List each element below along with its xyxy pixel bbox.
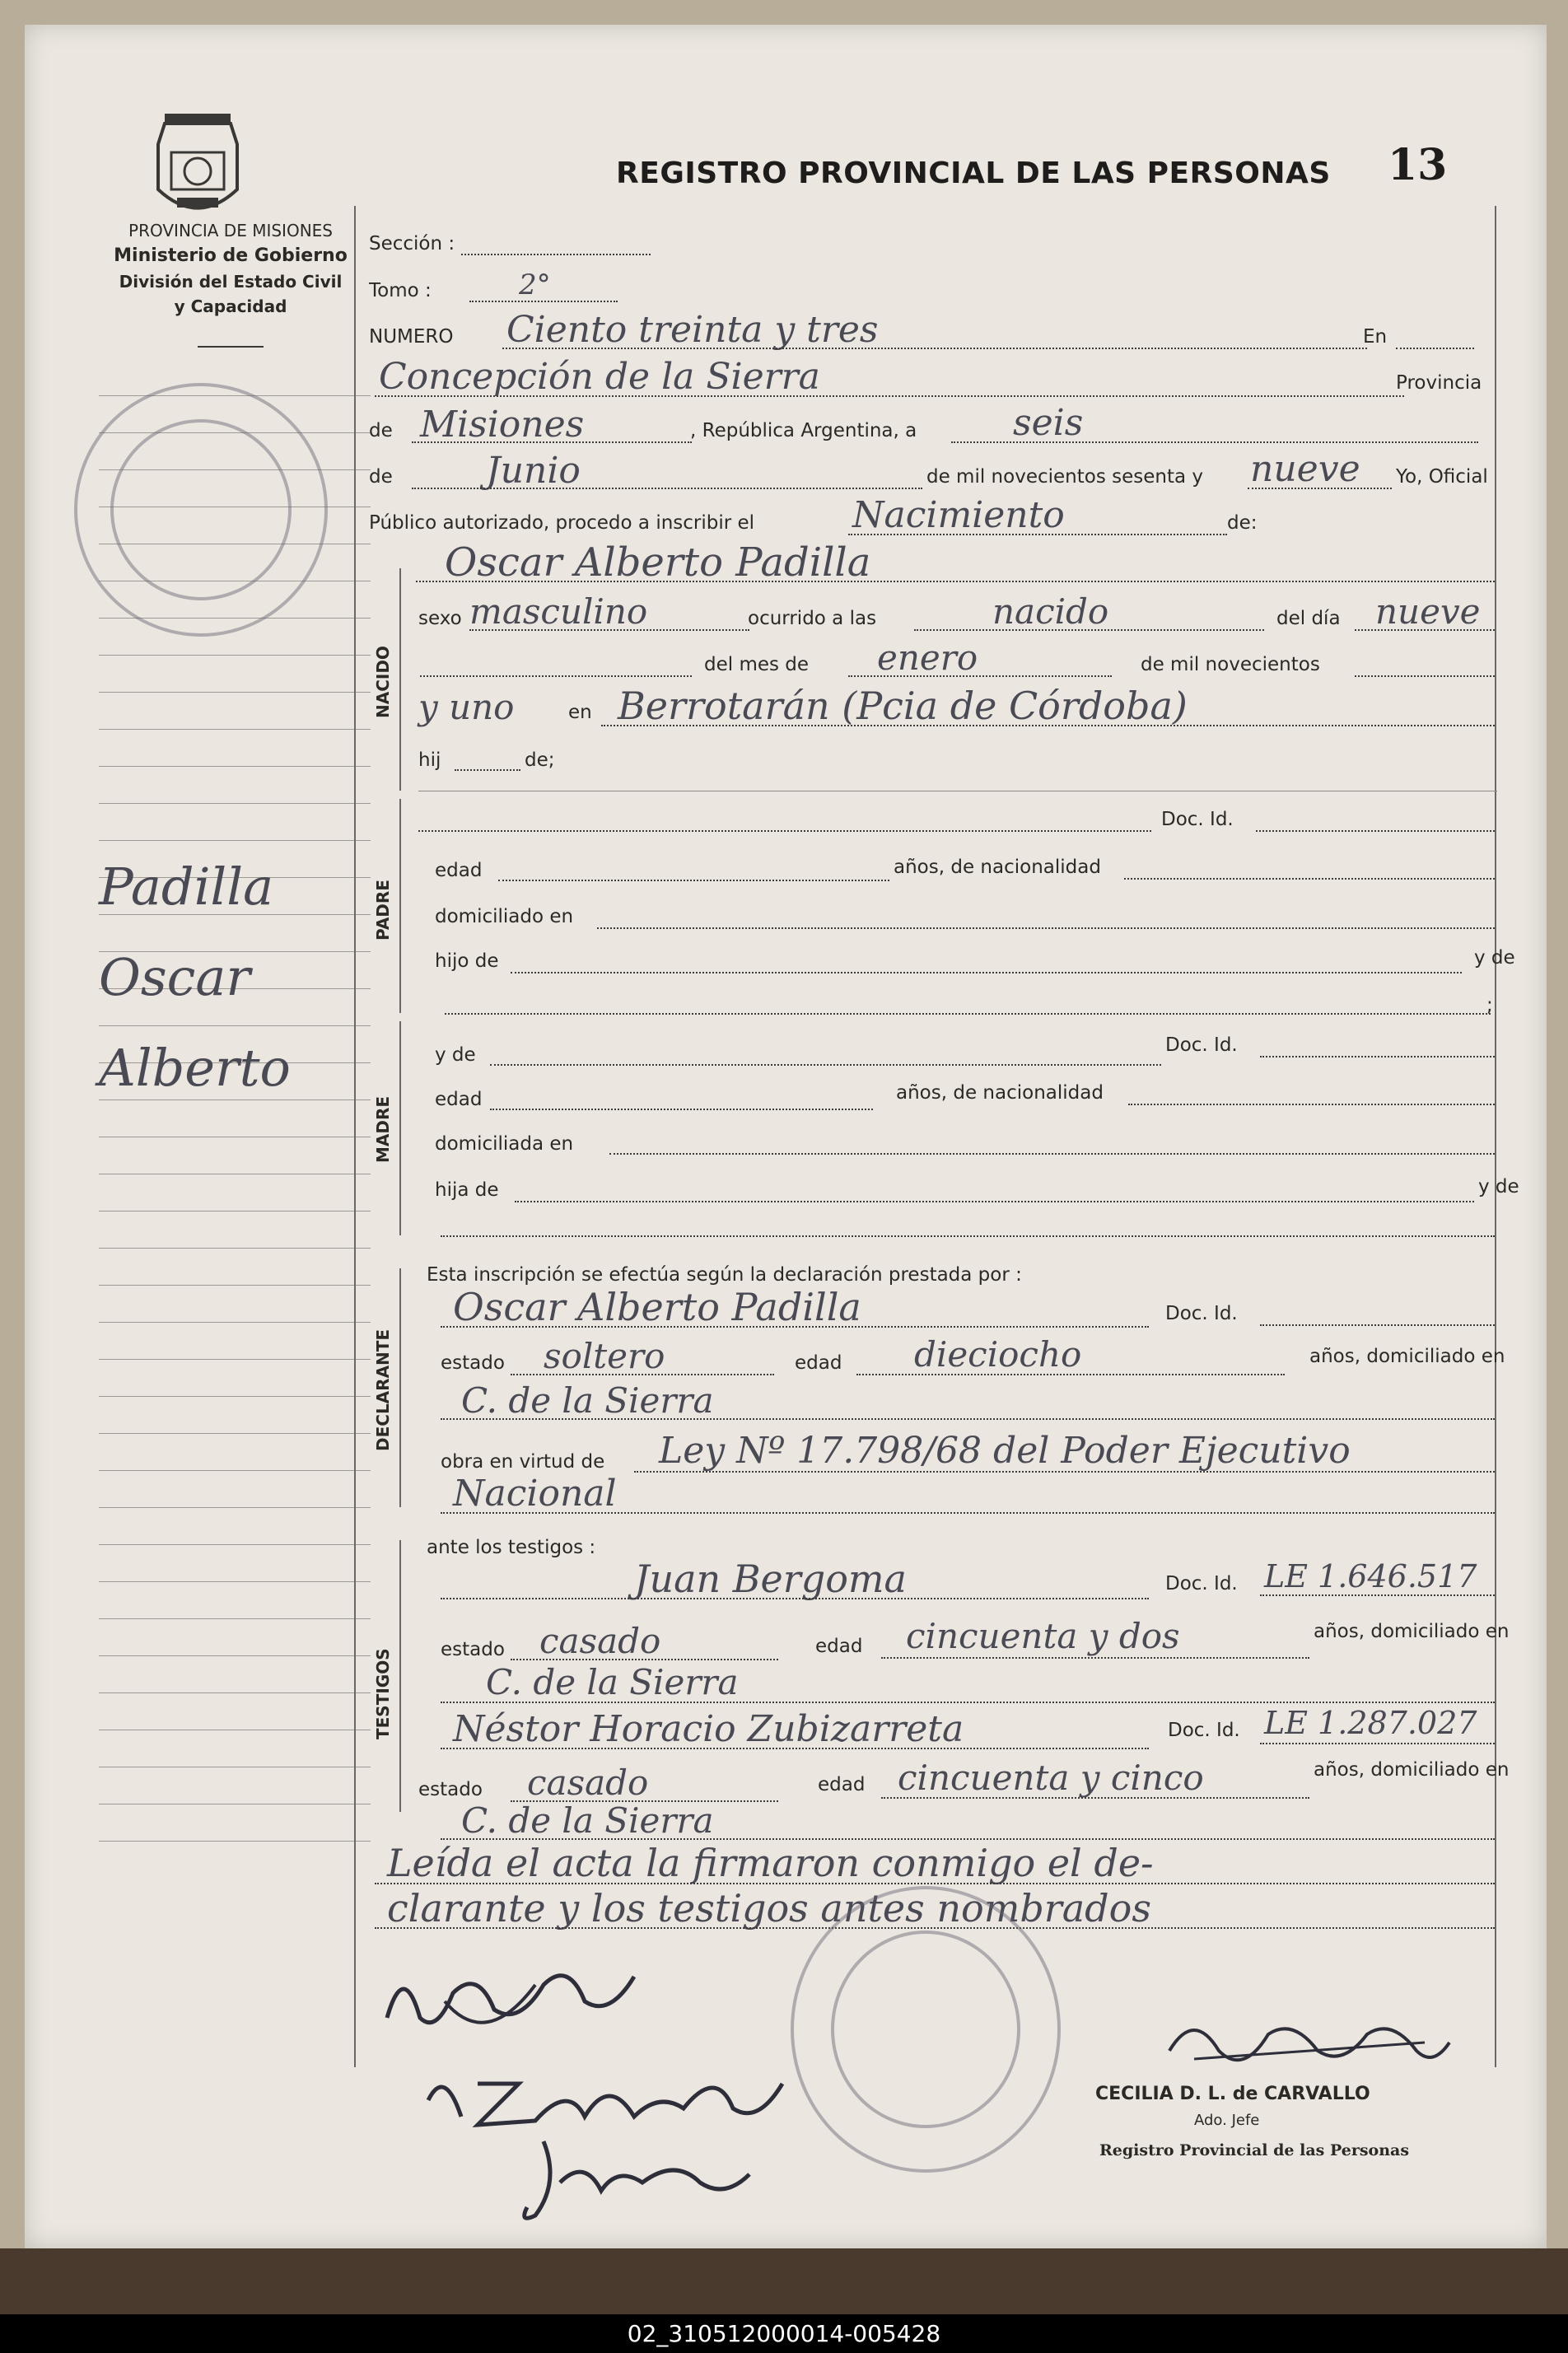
padre-y-de-label: y de (1474, 947, 1515, 969)
padre-edad-label: edad (435, 860, 483, 881)
declarante-domicilio-field (441, 1418, 1495, 1420)
t1-estado-label: estado (441, 1639, 505, 1660)
t2-edad-label: edad (818, 1774, 866, 1795)
t2-doc-label: Doc. Id. (1168, 1720, 1240, 1741)
padre-hijo-field[interactable] (511, 972, 1462, 973)
year-part-value[interactable]: y uno (418, 687, 515, 727)
madre-doc-field[interactable] (1260, 1056, 1495, 1057)
t2-name[interactable]: Néstor Horacio Zubizarreta (453, 1708, 964, 1750)
t1-doc-field (1260, 1594, 1495, 1596)
t1-domicilio[interactable]: C. de la Sierra (486, 1662, 739, 1702)
year-label: de mil novecientos sesenta y (926, 466, 1203, 488)
margin-firstname: Oscar (99, 947, 250, 1007)
mil-label: de mil novecientos (1141, 654, 1320, 675)
form-right-border (1495, 206, 1496, 2067)
padre-anos-label: años, de nacionalidad (894, 857, 1101, 878)
declarante-bracket (399, 1268, 401, 1507)
margin-middlename: Alberto (99, 1038, 291, 1098)
act-field (848, 534, 1227, 535)
t2-name-field (441, 1748, 1149, 1749)
book-bottom-band (0, 2248, 1568, 2314)
official-role: Ado. Jefe (1194, 2112, 1260, 2129)
t2-doc-field (1260, 1743, 1495, 1744)
ocurrido-value[interactable]: nacido (992, 591, 1109, 632)
en-lugar-label: en (568, 702, 592, 723)
sexo-field (469, 629, 749, 631)
de-label: de (369, 420, 393, 441)
padre-domicilio-label: domiciliado en (435, 906, 574, 927)
declarante-doc-label: Doc. Id. (1165, 1303, 1238, 1324)
month-field (412, 488, 922, 489)
sexo-value[interactable]: masculino (469, 591, 648, 632)
hij-label: hij (418, 749, 441, 771)
t1-name-field (441, 1598, 1149, 1599)
sexo-label: sexo (418, 608, 462, 629)
declarante-signature (371, 1952, 667, 2051)
closing-line-2: clarante y los testigos antes nombrados (387, 1886, 1151, 1930)
official-name: CECILIA D. L. de CARVALLO (1095, 2084, 1370, 2104)
obra-field (634, 1471, 1495, 1473)
obra-label: obra en virtud de (441, 1451, 605, 1473)
padre-semicolon: ; (1486, 995, 1493, 1016)
registry-stamp (791, 1886, 1061, 2173)
official-signature (1161, 2001, 1458, 2092)
section-testigos: TESTIGOS (373, 1648, 393, 1739)
madre-y-de2-label: y de (1478, 1176, 1519, 1198)
mes-value[interactable]: enero (877, 637, 978, 678)
declarante-estado-value[interactable]: soltero (544, 1336, 665, 1376)
t2-anos-label: años, domiciliado en (1314, 1759, 1510, 1781)
madre-y-de2-field[interactable] (441, 1235, 1495, 1237)
declarante-estado-label: estado (441, 1352, 505, 1374)
closing-line-1-rule (375, 1883, 1495, 1884)
hij-de-label: de; (525, 749, 555, 771)
t1-estado-field (511, 1659, 778, 1660)
testigos-intro: ante los testigos : (427, 1537, 596, 1558)
madre-edad-label: edad (435, 1089, 483, 1110)
madre-hija-field[interactable] (515, 1201, 1474, 1202)
republica-label: , República Argentina, a (690, 420, 917, 441)
capacity-heading: y Capacidad (174, 296, 287, 316)
del-mes-label: del mes de (704, 654, 810, 675)
madre-bracket (399, 1021, 401, 1235)
declarante-doc-field[interactable] (1260, 1324, 1495, 1326)
mes-field (848, 675, 1112, 677)
ocurrido-field (914, 629, 1264, 631)
declarante-name-field (441, 1326, 1149, 1328)
declarante-estado-field (511, 1374, 774, 1375)
t2-domicilio[interactable]: C. de la Sierra (461, 1800, 714, 1841)
witness-zubizarreta-signature (420, 2051, 815, 2141)
declarante-intro: Esta inscripción se efectúa según la declaración prestada por : (427, 1264, 1022, 1286)
t2-domicilio-field (441, 1838, 1495, 1840)
padre-domicilio-field[interactable] (597, 927, 1495, 929)
ocurrido-label: ocurrido a las (748, 608, 877, 629)
witness-bergoma-signature (511, 2133, 774, 2224)
madre-anos-label: años, de nacionalidad (896, 1082, 1104, 1104)
province-field (412, 441, 692, 443)
obra-field-2 (441, 1512, 1495, 1514)
padre-name-field[interactable] (418, 830, 1151, 832)
t2-edad[interactable]: cincuenta y cinco (898, 1758, 1204, 1798)
padre-bracket (399, 799, 401, 1013)
place-field (375, 395, 1404, 397)
numero-value[interactable]: Ciento treinta y tres (506, 309, 879, 351)
document-page (25, 25, 1547, 2248)
t1-estado[interactable]: casado (539, 1621, 661, 1661)
person-name-field (416, 581, 1495, 582)
official-office: Registro Provincial de las Personas (1099, 2141, 1410, 2159)
madre-name-field[interactable] (490, 1064, 1161, 1066)
t2-edad-field (881, 1797, 1309, 1799)
oficial-label: Yo, Oficial (1396, 466, 1488, 488)
tomo-field (469, 301, 618, 302)
month-value[interactable]: Junio (486, 450, 581, 492)
file-id-bar: 02_310512000014-005428 (0, 2314, 1568, 2353)
nacido-bracket (399, 568, 401, 791)
year-value[interactable]: nueve (1250, 448, 1360, 490)
tomo-label: Tomo : (369, 280, 432, 301)
declarante-edad-label: edad (795, 1352, 842, 1374)
padre-doc-field[interactable] (1256, 830, 1495, 832)
t1-doc-label: Doc. Id. (1165, 1573, 1238, 1594)
hij-field (455, 769, 520, 771)
declarante-domicilio-value[interactable]: C. de la Sierra (461, 1380, 714, 1421)
de-colon-label: de: (1227, 512, 1258, 534)
margin-surname: Padilla (99, 857, 274, 917)
page-title: REGISTRO PROVINCIAL DE LAS PERSONAS (616, 156, 1331, 190)
section-declarante: DECLARANTE (373, 1328, 393, 1451)
section-padre: PADRE (373, 880, 393, 941)
t1-edad-label: edad (815, 1636, 863, 1657)
mil-field (1355, 675, 1495, 677)
lugar-value[interactable]: Berrotarán (Pcia de Córdoba) (618, 684, 1188, 728)
padre-y-de-field[interactable] (445, 1013, 1491, 1015)
declarante-anos-label: años, domiciliado en (1309, 1346, 1505, 1367)
madre-nacionalidad-field[interactable] (1128, 1104, 1495, 1105)
numero-field (502, 348, 1367, 349)
person-name[interactable]: Oscar Alberto Padilla (445, 539, 871, 586)
t1-name[interactable]: Juan Bergoma (634, 1557, 907, 1601)
declarante-edad-field (856, 1374, 1285, 1375)
de-label-2: de (369, 466, 393, 488)
padre-edad-field[interactable] (498, 880, 889, 881)
madre-domicilio-label: domiciliada en (435, 1133, 574, 1155)
act-value[interactable]: Nacimiento (852, 494, 1065, 536)
obra-value-2[interactable]: Nacional (453, 1473, 617, 1515)
t1-doc[interactable]: LE 1.646.517 (1264, 1558, 1477, 1594)
province-heading: PROVINCIA DE MISIONES (128, 221, 333, 240)
madre-edad-field[interactable] (490, 1109, 873, 1110)
del-dia-label: del día (1276, 608, 1341, 629)
padre-doc-label: Doc. Id. (1161, 809, 1234, 830)
declarante-name[interactable]: Oscar Alberto Padilla (453, 1285, 861, 1329)
testigos-bracket (399, 1540, 401, 1812)
t1-anos-label: años, domiciliado en (1314, 1621, 1510, 1642)
seccion-field[interactable] (461, 254, 651, 255)
t1-edad-field (881, 1657, 1309, 1659)
t1-domicilio-field (441, 1702, 1495, 1703)
section-madre: MADRE (373, 1095, 393, 1163)
section-nacido: NACIDO (373, 646, 393, 718)
closing-line-1: Leída el acta la firmaron conmigo el de- (387, 1841, 1154, 1885)
day-field (951, 441, 1478, 443)
en-label: En (1363, 326, 1388, 348)
seccion-label: Sección : (369, 233, 455, 254)
t2-estado-label: estado (418, 1779, 483, 1800)
header-rule (198, 346, 264, 348)
civil-registry-stamp (74, 383, 328, 637)
nacido-blank-1 (420, 675, 692, 677)
madre-hija-label: hija de (435, 1179, 499, 1201)
obra-value[interactable]: Ley Nº 17.798/68 del Poder Ejecutivo (659, 1430, 1351, 1472)
page-number: 13 (1388, 140, 1448, 190)
form-left-border (354, 206, 356, 2067)
numero-label: NUMERO (369, 326, 454, 348)
t2-doc[interactable]: LE 1.287.027 (1264, 1705, 1477, 1741)
madre-y-de-label: y de (435, 1044, 476, 1066)
division-heading: División del Estado Civil (119, 272, 343, 292)
madre-doc-label: Doc. Id. (1165, 1034, 1238, 1056)
padre-nacionalidad-field[interactable] (1124, 878, 1495, 880)
provincia-label: Provincia (1396, 372, 1482, 394)
publico-label: Público autorizado, procedo a inscribir el (369, 512, 755, 534)
place-value[interactable]: Concepción de la Sierra (379, 356, 820, 398)
province-value[interactable]: Misiones (420, 404, 585, 446)
t2-estado[interactable]: casado (527, 1762, 649, 1803)
dia-field (1355, 629, 1495, 631)
lugar-field (601, 725, 1495, 726)
year-field (1248, 488, 1392, 489)
madre-domicilio-field[interactable] (609, 1153, 1495, 1155)
en-field (1396, 348, 1474, 349)
t1-edad[interactable]: cincuenta y dos (906, 1616, 1180, 1656)
ministry-heading: Ministerio de Gobierno (114, 245, 348, 266)
declarante-edad-value[interactable]: dieciocho (914, 1334, 1082, 1375)
dia-value[interactable]: nueve (1375, 591, 1481, 632)
padre-hijo-label: hijo de (435, 950, 499, 972)
day-value[interactable]: seis (1013, 402, 1084, 444)
provincial-seal-icon (148, 107, 247, 231)
tomo-value[interactable]: 2° (519, 268, 551, 301)
